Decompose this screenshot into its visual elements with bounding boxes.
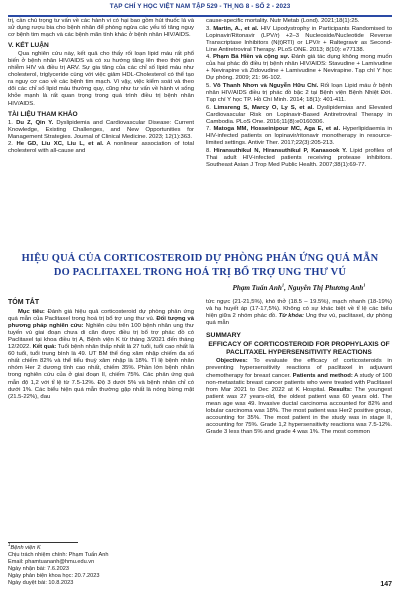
running-header: TẠP CHÍ Y HỌC VIỆT NAM TẬP 529 - TH¸NG 8 - SỐ 2 - 2023 <box>109 3 291 10</box>
right-column-top <box>206 18 392 169</box>
keywords-text: Ung thư vú, paclitaxel, dự phòng quá mẫn <box>206 313 392 327</box>
keywords-label: Từ khóa: <box>278 313 304 320</box>
summary-objectives-text: To evaluate the efficacy of corticosteroids in preventing hypersensitivity reactions of paclitaxel in adjuvant chemotherapy for breast cancer. <box>206 358 392 379</box>
reference-text: Rối loạn Lipid máu ở bệnh nhân HIV/AIDS điều trị phác đồ bậc 2 tại Bệnh viện Bệnh Nhiệt Đới. Tạp chí Y học TP. Hồ Chí Minh. 2014; 18(1): 401-411. <box>206 82 392 104</box>
summary-column <box>206 299 392 437</box>
reference-number: 7. <box>206 126 211 133</box>
abstract-column <box>8 299 194 402</box>
reference-authors: Martin, A., et al. <box>213 25 259 32</box>
affiliation-footnote <box>8 542 194 552</box>
reference-authors: He GD, Liu XC, Liu L, et al. <box>16 141 104 148</box>
reference-item <box>8 120 194 141</box>
reference-text: Dyslipidemias and Elevated Cardiovascular Risk on Lopinavir-Based Antiretroviral Therapy in Cambodia. PLoS One. 2016;11(8):e0160306. <box>206 104 392 125</box>
summary-title: EFFICACY OF CORTICOSTEROID FOR PROPHYLAXIS OF PACLITAXEL HYPERSENSITIVITY REACTIONS <box>208 341 390 356</box>
corresponding-author: Chịu trách nhiệm chính: Phạm Tuấn Anh <box>8 552 109 559</box>
summary-patients-label: Patients and method: <box>292 372 353 379</box>
corresponding-email: Email: phamtuananh@hmu.edu.vn <box>8 559 95 566</box>
abstract-heading: TÓM TẮT <box>8 299 40 306</box>
left-column-top <box>8 18 194 156</box>
reference-text: cause-specific mortality. Nutr Metab (Lond). 2021;18(1):25. <box>206 18 360 24</box>
abstract-paragraph <box>8 309 194 401</box>
reference-text: Lipid profiles of Thai adult HIV-infected patients receiving protease inhibitors. Southeast Asian J Trop Med Public Health. 2007;38(1):69-77. <box>206 147 393 168</box>
objective-label: Mục tiêu: <box>18 309 45 316</box>
summary-objectives-label: Objectives: <box>216 358 248 365</box>
article-title-line-2: DO PACLITAXEL TRONG HOÁ TRỊ BỔ TRỢ UNG THƯ VÚ <box>53 267 347 278</box>
accepted-date: Ngày duyệt bài: 10.8.2023 <box>8 580 74 587</box>
conclusion-paragraph: Qua nghiên cứu này, kết quả cho thấy rối loạn lipid máu rất phổ biến ở bệnh nhân HIV/AIDS và có xu hướng tăng lên theo thời gian nhiễm HIV và điều trị ARV. Sự gia tăng của các chỉ số lipid máu như cholesterol, triglyceride cùng với việc giảm HDL-Cholesterol có thể tạo ra nguy cơ cao về các bệnh tim mạch. Vì vậy, việc kiểm soát và theo dõi các chỉ số lipid máu thường quy, cũng như tư vấn về hành vi sống khỏe mạnh là rất quan trọng trong quá trình điều trị bệnh nhân HIV/AIDS. <box>8 51 194 107</box>
reference-item <box>206 26 392 54</box>
abstract-continued <box>206 299 392 327</box>
conclusion-heading: V. KẾT LUẬN <box>8 42 49 50</box>
reference-number: 4. <box>206 54 211 61</box>
summary-patients-text: A study of 100 non-metastatic breast cancer patients who were treated with Paclitaxel from Mar 2021 to Dec 2022 at K Hospital. <box>206 372 392 393</box>
references-list-right <box>206 18 392 169</box>
reference-number: 2. <box>8 141 13 148</box>
reference-text: HIV Lipodystrophy in Participants Randomised to Lopinavir/Ritonavir (LPV/r) +2–3 Nucleoside/Nucleotide Reverse Transcriptase Inhibitors (N(t)RTI) or LPV/r + Raltegravir as Second-Line Antiretroviral Therapy. PLoS ONE. 2013; 8(10): e77138. <box>206 25 392 53</box>
reference-text: Đánh giá tác dụng không mong muốn của hai phác đồ điều trị bệnh nhân HIV/AIDS: Stavudine + Lamivudine + Nevirapine và Zidovudine + Lamivudine + Nevirapine. Tạp chí Y học Dự phòng. 2009; 21: 96-102. <box>206 54 392 82</box>
reference-item <box>206 54 392 82</box>
results-label: Kết quả: <box>32 344 57 351</box>
summary-paragraph <box>206 358 392 436</box>
reference-authors: Phạm Bá Hiền và cộng sự. <box>212 54 290 61</box>
received-date: Ngày nhận bài: 7.6.2023 <box>8 566 69 573</box>
summary-heading: SUMMARY <box>206 332 241 340</box>
methods-text: Nghiên cứu trên 100 bệnh nhân ung thư tuyến vú giai đoạn chưa di căn được điều trị bổ trợ phác đồ có Paclitaxel tại khoa điều trị A, Bệnh viện K từ tháng 3/2021 đến tháng 12/2022. <box>8 323 195 351</box>
header-divider <box>8 15 392 17</box>
author-2-affiliation-mark: 1 <box>363 282 366 288</box>
reference-item <box>206 148 392 169</box>
results-text: Tuổi bệnh nhân thấp nhất là 27 tuổi, tuổi cao nhất là 60 tuổi, tuổi trung bình là 49. UT BM thể ống xâm nhập chiếm đa số nhất chiếm 82% và thể tiểu thuỳ xâm nhập là 18%. Tỉ lệ bệnh nhân nhóm Her 2 dương tính cao nhất, chiếm 35%. Phần lớn bệnh nhân trong nghiên cứu của ở giai đoạn II, chiếm 75%. Các phản ứng quá mẫn độ 1,2 với tỉ lệ từ 7.5-12%. Độ 3 dưới 5% và bệnh nhân chỉ có dưới 1%. Các biểu hiện quá mẫn thường gặp nhất là nóng bừng mặt (21.5-22%), đau <box>8 344 194 400</box>
reference-number: 3. <box>206 25 211 32</box>
footnotes <box>8 542 194 588</box>
reference-item <box>206 18 392 25</box>
methods-label: Đối tượng và phương pháp nghiên cứu: <box>8 316 194 330</box>
reference-item <box>206 105 392 126</box>
reference-item <box>8 141 194 155</box>
reference-number: 8. <box>206 147 211 154</box>
article-title-line-1: HIỆU QUẢ CỦA CORTICOSTEROID DỰ PHÒNG PHẢN ỨNG QUÁ MẪN <box>21 253 379 264</box>
reference-number: 6. <box>206 104 211 111</box>
reference-text: Hyperlipidaemia in HIV-infected patients on lopinavir/ritonavir monotherapy in resource-limited settings. Antivir Ther. 2017;22(3):205-213. <box>206 126 393 147</box>
references-heading: TÀI LIỆU THAM KHẢO <box>8 110 78 118</box>
page-number: 147 <box>380 581 392 588</box>
author-1: Phạm Tuấn Anh <box>232 284 282 292</box>
reference-authors: Hiransuthikul N, Hiransuthikul P, Kanasook Y. <box>213 147 348 154</box>
affiliation-text: Bệnh viện K <box>10 545 41 551</box>
summary-results-label: Results: <box>328 386 352 393</box>
article-title <box>8 252 392 280</box>
reference-number: 1. <box>8 119 13 126</box>
reference-text: A nonlinear association of total cholesterol with all-cause and <box>8 141 195 155</box>
reference-authors: Limsreng S, Marcy O, Ly S, et al. <box>213 104 314 111</box>
affiliation-mark: 1 <box>8 542 11 548</box>
reference-authors: Du Z, Qin Y. <box>16 119 54 126</box>
author-2: , Nguyễn Thị Phương Anh <box>284 284 364 292</box>
article-authors <box>206 284 392 292</box>
reference-item <box>206 126 392 147</box>
references-list-left <box>8 120 194 156</box>
reference-item <box>206 83 392 104</box>
objective-text: Đánh giá hiệu quả corticosteroid dự phòng phản ứng quá mẫn của Paclitaxel trong hoá trị bổ trợ ung thư vú. <box>8 309 194 323</box>
reviewed-date: Ngày phản biện khoa học: 20.7.2023 <box>8 573 100 580</box>
reference-text: Dyslipidemia and Cardiovascular Disease: Current Knowledge, Existing Challenges, and New Opportunities for Management Strategies. Journal of Clinical Medicine. 2023; 12(1):363. <box>8 119 195 140</box>
reference-authors: Võ Thanh Nhơn và Nguyễn Hữu Chí. <box>213 82 319 89</box>
footnote-divider <box>8 542 78 543</box>
author-1-affiliation-mark: 1 <box>281 282 285 288</box>
results-continued-text: tức ngực (21-21,5%), khó thở (18.5 – 19.5%), mạch nhanh (18-19%) và hạ huyết áp (17-17,5%). Không có sự khác biệt về tỉ lệ các biểu hiện giữa 2 nhóm phác đồ. <box>206 299 392 320</box>
reference-authors: Matoga MM, Hosseinipour MC, Aga E, et al. <box>213 126 341 133</box>
reference-number: 5. <box>206 82 211 89</box>
continued-paragraph: trị, cần chú trọng tư vấn về các hành vi có hại bao gồm hút thuốc lá và sử dụng rượu bia cho bệnh nhân để phòng ngừa các yếu tố tăng nguy cơ bệnh tim mạch và các bệnh mãn tính khác ở bệnh nhân HIV/AIDS. <box>8 18 194 39</box>
summary-results-text: The youngest patient was 27 years-old, the oldest patient was 60 years old. The mean age was 49. Invasive ductal carcinoma accounted for 82% and lobular carcinoma was 18%. The most patient was Her2 positive group, accounting for 35%. The most patient in the study was in stage II, accounting for 75%. Grade 1,2 hypersensitivity reactions was 7.5-12%. Grade 3 less than 5% and grade 4 was 1%. The most common <box>206 386 392 435</box>
